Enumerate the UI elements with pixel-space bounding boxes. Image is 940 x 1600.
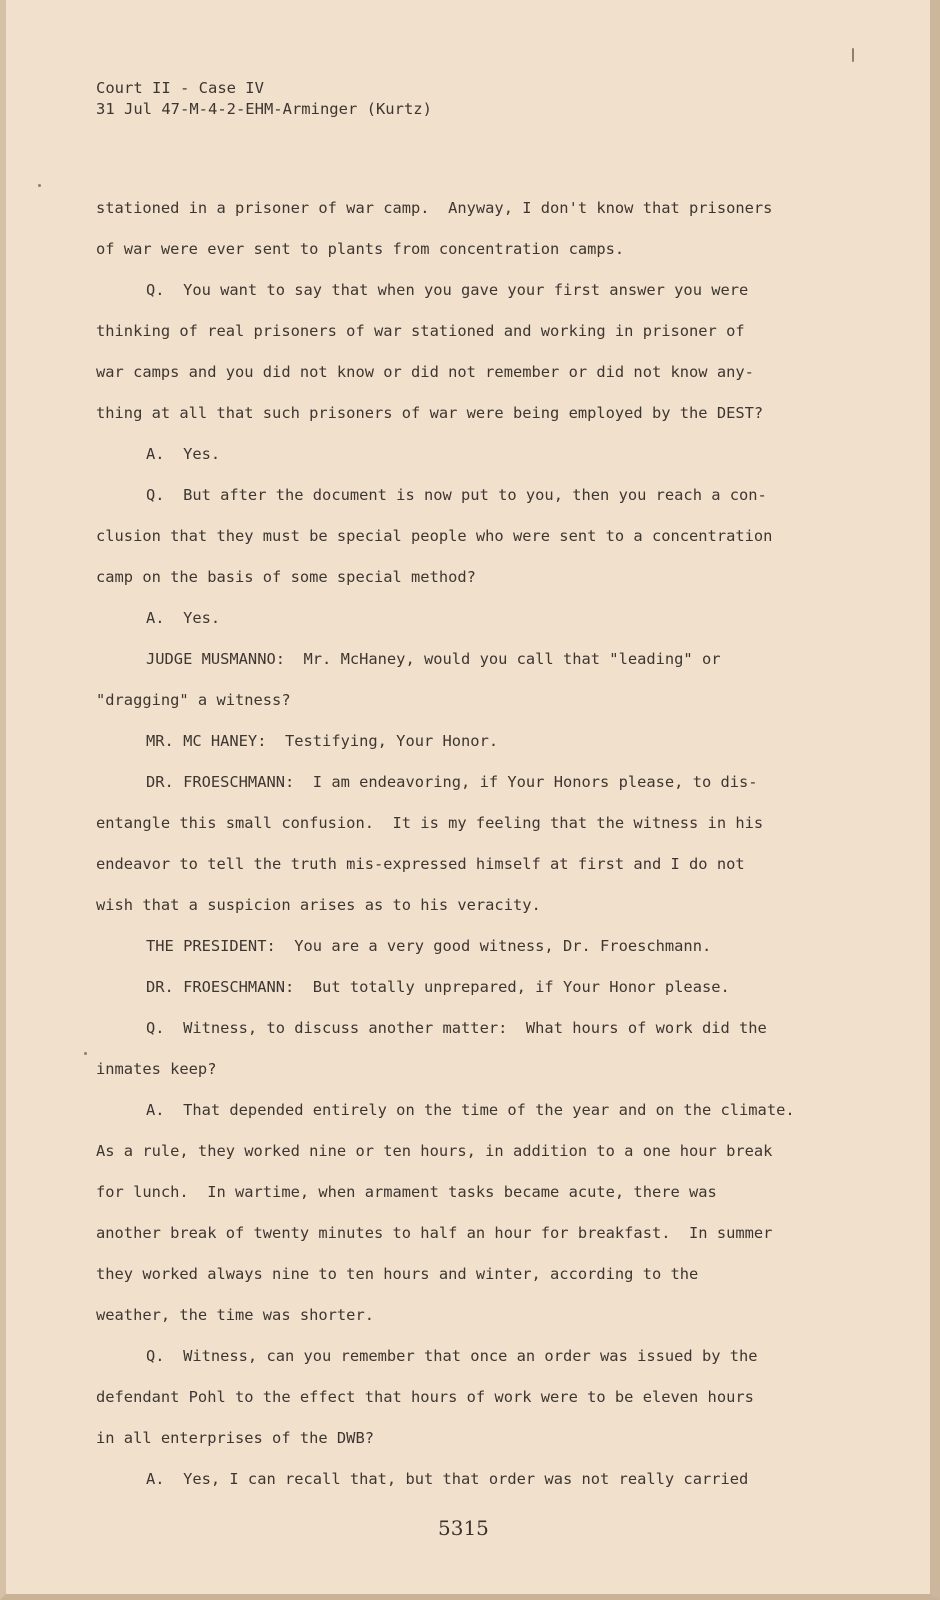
transcript-line: in all enterprises of the DWB? [96, 1429, 374, 1447]
transcript-line: Q. You want to say that when you gave your first answer you were [146, 281, 749, 299]
transcript-line: of war were ever sent to plants from concentration camps. [96, 240, 625, 258]
transcript-line: thing at all that such prisoners of war were being employed by the DEST? [96, 404, 764, 422]
paper-speck [38, 184, 41, 187]
transcript-line: A. That depended entirely on the time of the year and on the climate. [146, 1101, 795, 1119]
transcript-line: camp on the basis of some special method? [96, 568, 476, 586]
transcript-line: stationed in a prisoner of war camp. Anyway, I don't know that prisoners [96, 199, 773, 217]
transcript-line: endeavor to tell the truth mis-expressed himself at first and I do not [96, 855, 745, 873]
transcript-line: Q. But after the document is now put to you, then you reach a con- [146, 486, 767, 504]
transcript-line: "dragging" a witness? [96, 691, 291, 709]
transcript-body [96, 188, 876, 1500]
paper-speck [84, 1052, 87, 1055]
transcript-line: DR. FROESCHMANN: But totally unprepared, if Your Honor please. [146, 978, 730, 996]
transcript-line: As a rule, they worked nine or ten hours, in addition to a one hour break [96, 1142, 773, 1160]
transcript-line: DR. FROESCHMANN: I am endeavoring, if Your Honors please, to dis- [146, 773, 758, 791]
paper-speck [852, 48, 854, 62]
court-case-line: Court II - Case IV [96, 79, 264, 97]
document-header [96, 78, 432, 120]
transcript-line: wish that a suspicion arises as to his veracity. [96, 896, 541, 914]
transcript-line: JUDGE MUSMANNO: Mr. McHaney, would you call that "leading" or [146, 650, 721, 668]
transcript-line: MR. MC HANEY: Testifying, Your Honor. [146, 732, 499, 750]
transcript-line: defendant Pohl to the effect that hours of work were to be eleven hours [96, 1388, 754, 1406]
transcript-line: THE PRESIDENT: You are a very good witness, Dr. Froeschmann. [146, 937, 712, 955]
transcript-line: A. Yes. [146, 609, 221, 627]
transcript-line: A. Yes. [146, 445, 221, 463]
transcript-line: inmates keep? [96, 1060, 217, 1078]
transcript-reference-line: 31 Jul 47-M-4-2-EHM-Arminger (Kurtz) [96, 100, 432, 118]
transcript-line: another break of twenty minutes to half an hour for breakfast. In summer [96, 1224, 773, 1242]
transcript-line: Q. Witness, to discuss another matter: What hours of work did the [146, 1019, 767, 1037]
transcript-line: for lunch. In wartime, when armament tasks became acute, there was [96, 1183, 717, 1201]
page-number: 5315 [438, 1516, 489, 1540]
transcript-line: thinking of real prisoners of war stationed and working in prisoner of [96, 322, 745, 340]
transcript-line: weather, the time was shorter. [96, 1306, 374, 1324]
transcript-line: entangle this small confusion. It is my feeling that the witness in his [96, 814, 764, 832]
transcript-line: Q. Witness, can you remember that once an order was issued by the [146, 1347, 758, 1365]
transcript-line: A. Yes, I can recall that, but that order was not really carried [146, 1470, 749, 1488]
transcript-line: they worked always nine to ten hours and winter, according to the [96, 1265, 699, 1283]
transcript-line: clusion that they must be special people who were sent to a concentration [96, 527, 773, 545]
transcript-line: war camps and you did not know or did not remember or did not know any- [96, 363, 754, 381]
